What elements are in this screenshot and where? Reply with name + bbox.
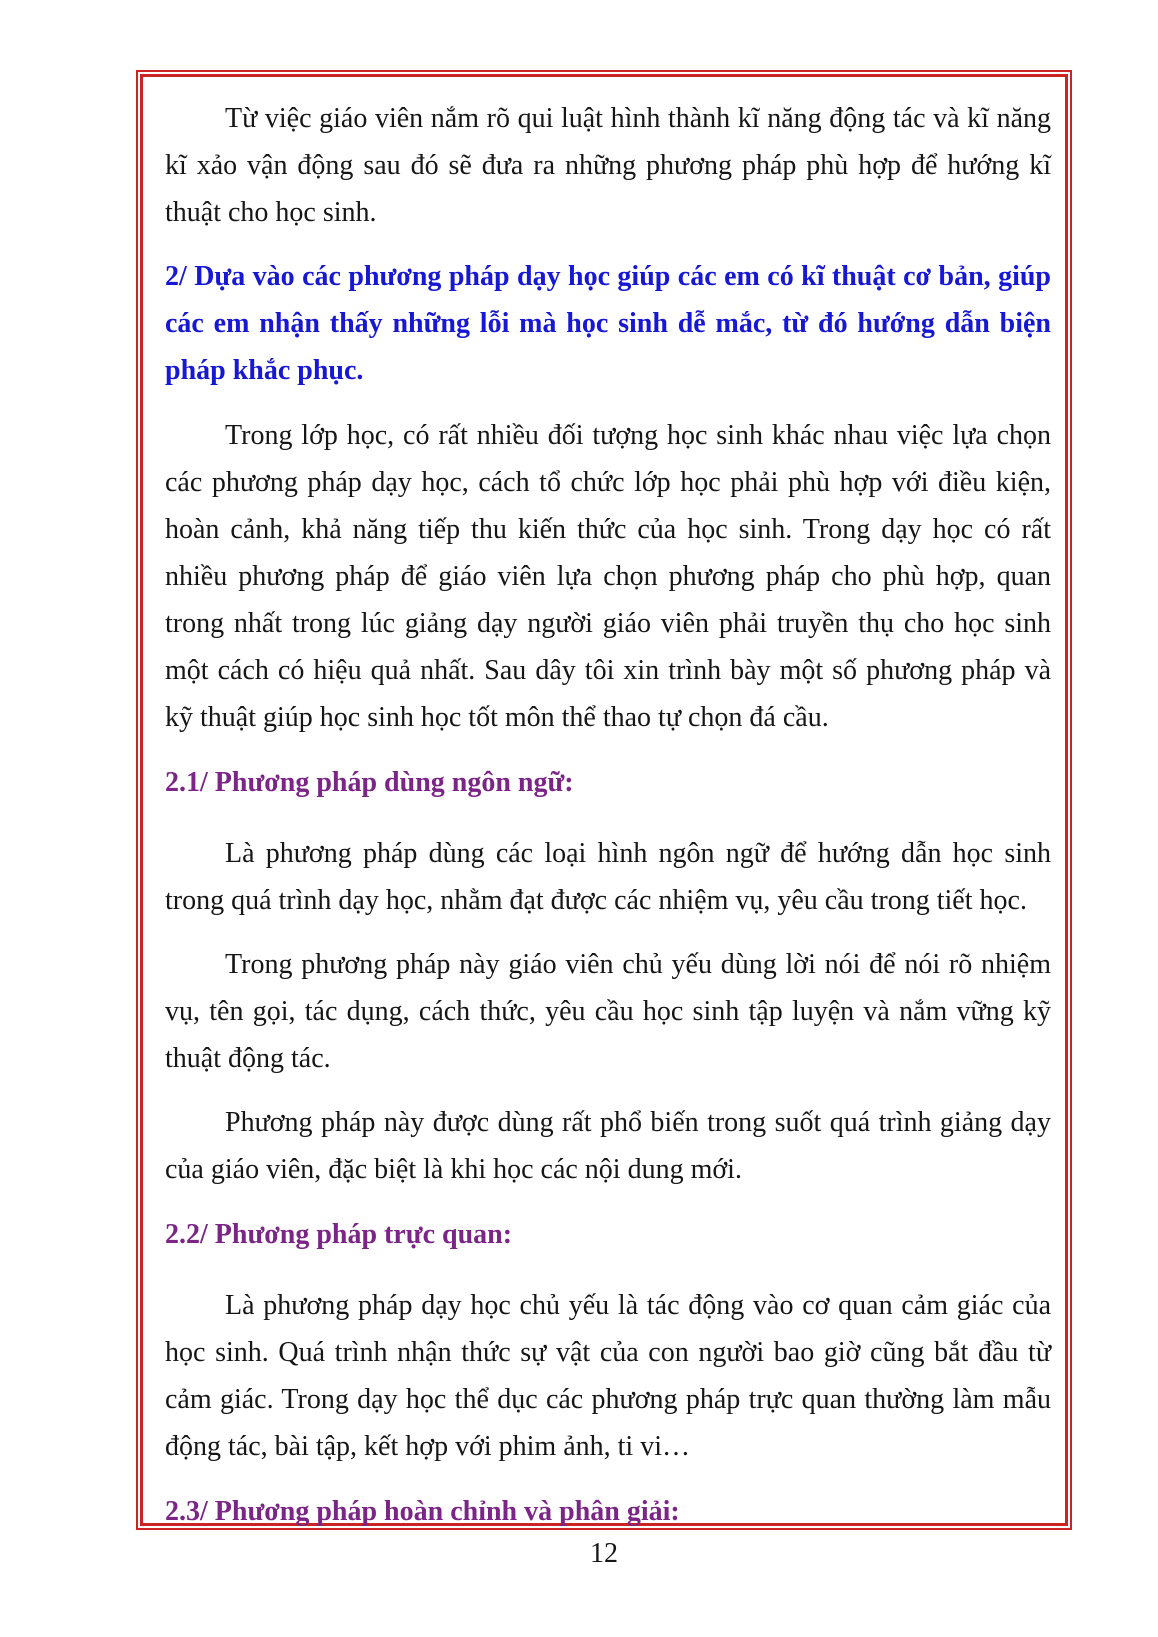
paragraph-visual-method: Là phương pháp dạy học chủ yếu là tác động vào cơ quan cảm giác của học sinh. Quá trình nhận thức sự vật của con người bao giờ cũng bắt đầu từ cảm giác. Trong dạy học thể dục các phương pháp trực quan thường làm mẫu động tác, bài tập, kết hợp với phim ảnh, ti vi… (165, 1290, 1051, 1462)
subsection-heading-2-3: 2.3/ Phương pháp hoàn chỉnh và phân giải: (165, 1496, 680, 1527)
subsection-heading-2-2: 2.2/ Phương pháp trực quan: (165, 1219, 513, 1250)
section-heading-2: 2/ Dựa vào các phương pháp dạy học giúp các em có kĩ thuật cơ bản, giúp các em nhận thấy những lỗi mà học sinh dễ mắc, từ đó hướng dẫn biện pháp khắc phục. (165, 261, 1051, 386)
paragraph-language-method-3: Phương pháp này được dùng rất phổ biến trong suốt quá trình giảng dạy của giáo viên, đặc biệt là khi học các nội dung mới. (165, 1107, 1051, 1185)
paragraph-language-method-2: Trong phương pháp này giáo viên chủ yếu dùng lời nói để nói rõ nhiệm vụ, tên gọi, tác dụng, cách thức, yêu cầu học sinh tập luyện và nắm vững kỹ thuật động tác. (165, 949, 1051, 1074)
page-border (136, 70, 1072, 1530)
subsection-heading-2-1: 2.1/ Phương pháp dùng ngôn ngữ: (165, 767, 574, 798)
paragraph-intro: Từ việc giáo viên nắm rõ qui luật hình thành kĩ năng động tác và kĩ năng kĩ xảo vận động sau đó sẽ đưa ra những phương pháp phù hợp để hướng kĩ thuật cho học sinh. (165, 103, 1051, 228)
paragraph-methods-overview: Trong lớp học, có rất nhiều đối tượng học sinh khác nhau việc lựa chọn các phương pháp dạy học, cách tổ chức lớp học phải phù hợp với điều kiện, hoàn cảnh, khả năng tiếp thu kiến thức của học sinh. Trong dạy học có rất nhiều phương pháp để giáo viên lựa chọn phương pháp cho phù hợp, quan trong nhất trong lúc giảng dạy người giáo viên phải truyền thụ cho học sinh một cách có hiệu quả nhất. Sau dây tôi xin trình bày một số phương pháp và kỹ thuật giúp học sinh học tốt môn thể thao tự chọn đá cầu. (165, 420, 1051, 733)
page-border-inner-line (140, 74, 1068, 1526)
paragraph-language-method-1: Là phương pháp dùng các loại hình ngôn ngữ để hướng dẫn học sinh trong quá trình dạy học, nhằm đạt được các nhiệm vụ, yêu cầu trong tiết học. (165, 838, 1051, 916)
document-body (165, 95, 1051, 1559)
page-number: 12 (590, 1538, 618, 1569)
